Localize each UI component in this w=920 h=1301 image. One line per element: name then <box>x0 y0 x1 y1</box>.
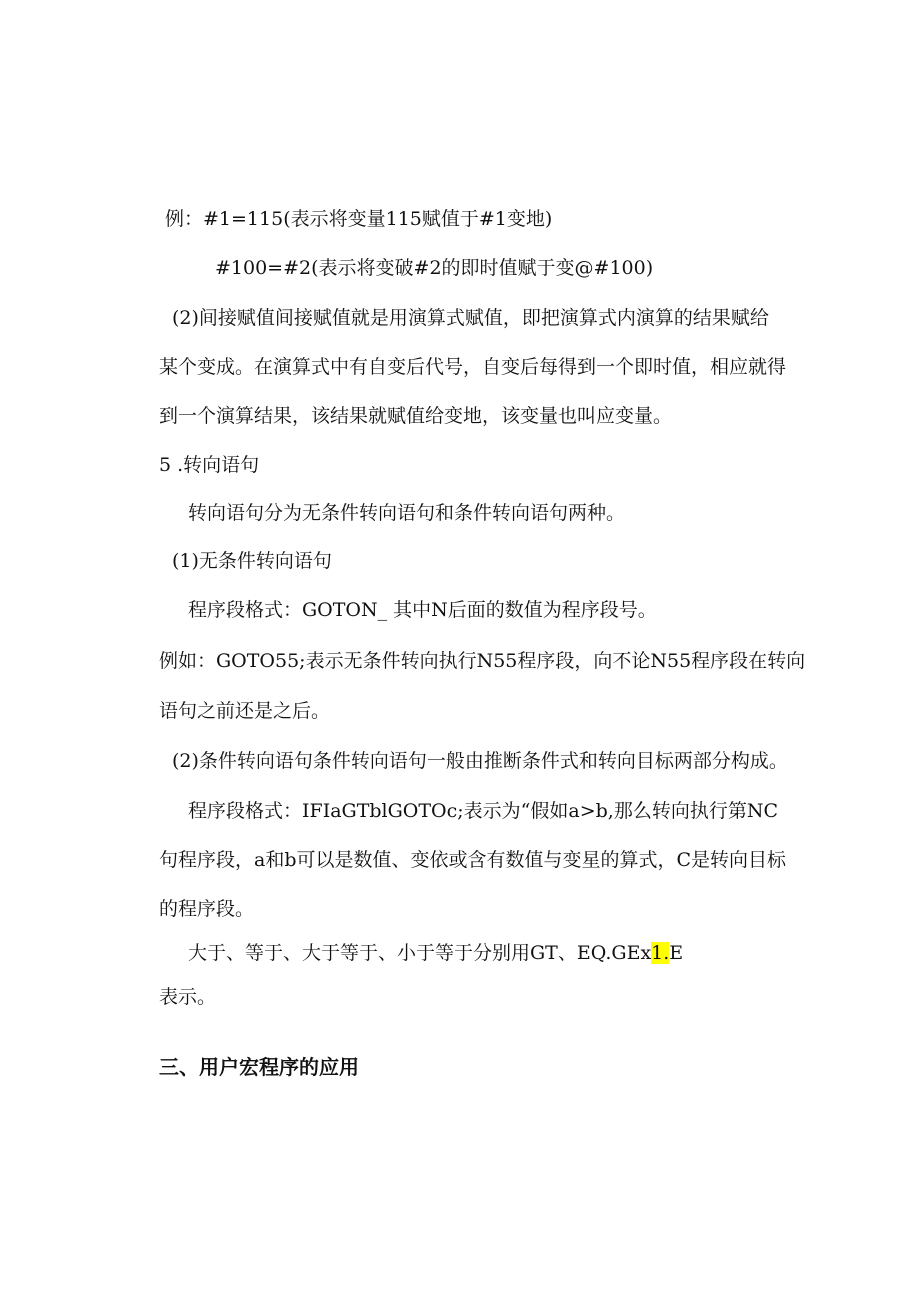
highlighted-text: 1. <box>651 942 670 964</box>
jump-statement-intro: 转向语句分为无条件转向语句和条件转向语句两种。 <box>188 502 626 524</box>
comparison-text-after: E <box>669 942 684 964</box>
indirect-assign-paragraph-line-3: 到一个演算结果，该结果就赋值给变地，该变量也叫应变量。 <box>159 405 673 427</box>
conditional-jump-title: (2)条件转向语句条件转向语句一般由推断条件式和转向目标两部分构成。 <box>172 750 788 772</box>
example-assign-line-2: #100=#2(表示将变破#2的即时值赋于变@#100) <box>215 257 654 279</box>
conditional-format-line-3: 的程序段。 <box>159 898 255 920</box>
comparison-text-before: 大于、等于、大于等于、小于等于分别用GT、EQ.GEx <box>188 942 652 964</box>
comparison-operators-line-end: 表示。 <box>159 986 217 1008</box>
indirect-assign-paragraph-line-2: 某个变成。在演算式中有自变后代号，自变后每得到一个即时值，相应就得 <box>159 356 787 378</box>
unconditional-format-line: 程序段格式：GOTON_ 其中N后面的数值为程序段号。 <box>188 599 657 621</box>
unconditional-jump-title: (1)无条件转向语句 <box>172 550 332 572</box>
unconditional-example-line-2: 语句之前还是之后。 <box>159 700 331 722</box>
section-5-title: 5 .转向语句 <box>159 454 260 476</box>
comparison-operators-line <box>188 941 683 965</box>
indirect-assign-paragraph-line-1: (2)间接赋值间接赋值就是用演算式赋值，即把演算式内演算的结果赋给 <box>172 307 769 329</box>
conditional-format-line-1: 程序段格式：IFIaGTblGOTOc;表示为“假如a>b,那么转向执行第NC <box>188 800 778 822</box>
conditional-format-line-2: 句程序段，a和b可以是数值、变依或含有数值与变星的算式，C是转向目标 <box>159 849 787 871</box>
example-assign-line-1: 例：#1=115(表示将变量115赋值于#1变地) <box>165 208 553 230</box>
unconditional-example-line-1: 例如：GOTO55;表示无条件转向执行N55程序段，向不论N55程序段在转向 <box>159 650 806 672</box>
section-3-heading: 三、用户宏程序的应用 <box>159 1055 359 1079</box>
